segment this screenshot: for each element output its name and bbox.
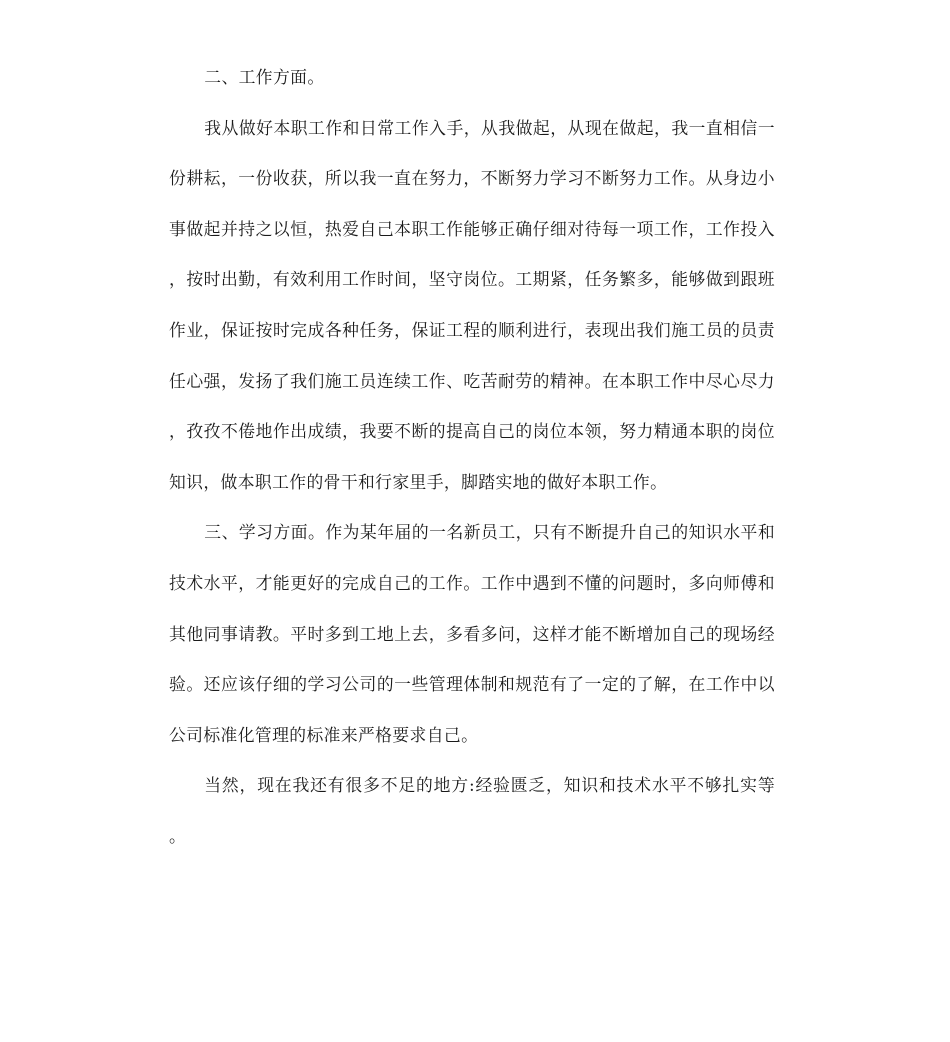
document-body bbox=[169, 52, 775, 862]
paragraph-work-heading: 二、工作方面。 bbox=[204, 67, 325, 87]
paragraph-shortcomings: 当然，现在我还有很多不足的地方:经验匮乏，知识和技术水平不够扎实等。 bbox=[169, 775, 775, 846]
paragraph-work-content: 我从做好本职工作和日常工作入手，从我做起，从现在做起，我一直相信一份耕耘，一份收获，所以我一直在努力，不断努力学习不断努力工作。从身边小事做起并持之以恒，热爱自己本职工作能够正确仔细对待每一项工作，工作投入，按时出勤，有效利用工作时间，坚守岗位。工期紧，任务繁多，能够做到跟班作业，保证按时完成各种任务，保证工程的顺利进行，表现出我们施工员的员责任心强，发扬了我们施工员连续工作、吃苦耐劳的精神。在本职工作中尽心尽力，孜孜不倦地作出成绩，我要不断的提高自己的岗位本领，努力精通本职的岗位知识，做本职工作的骨干和行家里手，脚踏实地的做好本职工作。 bbox=[169, 117, 775, 492]
paragraph-study: 三、学习方面。作为某年届的一名新员工，只有不断提升自己的知识水平和技术水平，才能更好的完成自己的工作。工作中遇到不懂的问题时，多向师傅和其他同事请教。平时多到工地上去，多看多问，这样才能不断增加自己的现场经验。还应该仔细的学习公司的一些管理体制和规范有了一定的了解，在工作中以公司标准化管理的标准来严格要求自己。 bbox=[169, 522, 775, 745]
